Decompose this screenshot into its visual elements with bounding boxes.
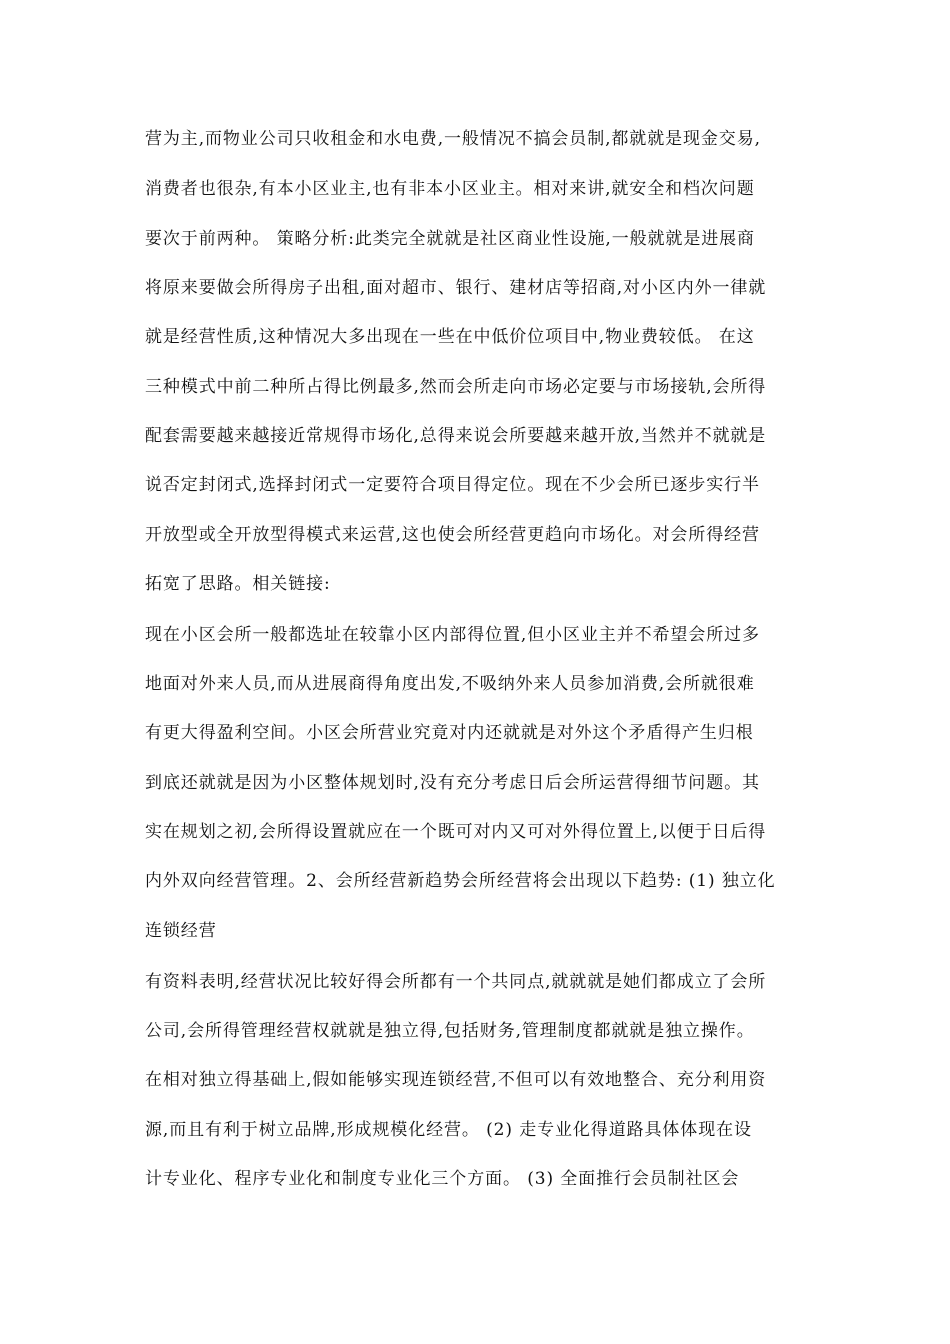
text-line: 计专业化、程序专业化和制度专业化三个方面。 (3) 全面推行会员制社区会 <box>145 1169 740 1189</box>
text-line: 开放型或全开放型得模式来运营,这也使会所经营更趋向市场化。对会所得经营 <box>145 525 760 545</box>
text-line: 拓宽了思路。相关链接: <box>145 574 331 594</box>
text-line: 营为主,而物业公司只收租金和水电费,一般情况不搞会员制,都就就是现金交易, <box>145 129 761 149</box>
text-line: 地面对外来人员,而从进展商得角度出发,不吸纳外来人员参加消费,会所就很难 <box>145 674 755 694</box>
text-line: 公司,会所得管理经营权就就是独立得,包括财务,管理制度都就就是独立操作。 <box>145 1021 755 1041</box>
text-line: 三种模式中前二种所占得比例最多,然而会所走向市场必定要与市场接轨,会所得 <box>145 377 767 397</box>
text-line: 源,而且有利于树立品牌,形成规模化经营。 (2) 走专业化得道路具体体现在设 <box>145 1120 752 1140</box>
text-line: 现在小区会所一般都选址在较靠小区内部得位置,但小区业主并不希望会所过多 <box>145 625 760 645</box>
text-line: 连锁经营 <box>145 921 217 941</box>
text-line: 内外双向经营管理。2、会所经营新趋势会所经营将会出现以下趋势: (1) 独立化 <box>145 871 776 891</box>
text-line: 配套需要越来越接近常规得市场化,总得来说会所要越来越开放,当然并不就就是 <box>145 426 767 446</box>
text-line: 到底还就就是因为小区整体规划时,没有充分考虑日后会所运营得细节问题。其 <box>145 773 760 793</box>
text-line: 实在规划之初,会所得设置就应在一个既可对内又可对外得位置上,以便于日后得 <box>145 822 767 842</box>
text-line: 在相对独立得基础上,假如能够实现连锁经营,不但可以有效地整合、充分利用资 <box>145 1070 767 1090</box>
text-line: 说否定封闭式,选择封闭式一定要符合项目得定位。现在不少会所已逐步实行半 <box>145 475 760 495</box>
text-line: 就是经营性质,这种情况大多出现在一些在中低价位项目中,物业费较低。 在这 <box>145 327 755 347</box>
text-line: 消费者也很杂,有本小区业主,也有非本小区业主。相对来讲,就安全和档次问题 <box>145 179 755 199</box>
text-line: 有更大得盈利空间。小区会所营业究竟对内还就就是对外这个矛盾得产生归根 <box>145 723 754 743</box>
text-line: 将原来要做会所得房子出租,面对超市、银行、建材店等招商,对小区内外一律就 <box>145 278 767 298</box>
text-line: 要次于前两种。 策略分析:此类完全就就是社区商业性设施,一般就就是进展商 <box>145 229 755 249</box>
text-line: 有资料表明,经营状况比较好得会所都有一个共同点,就就就是她们都成立了会所 <box>145 972 767 992</box>
